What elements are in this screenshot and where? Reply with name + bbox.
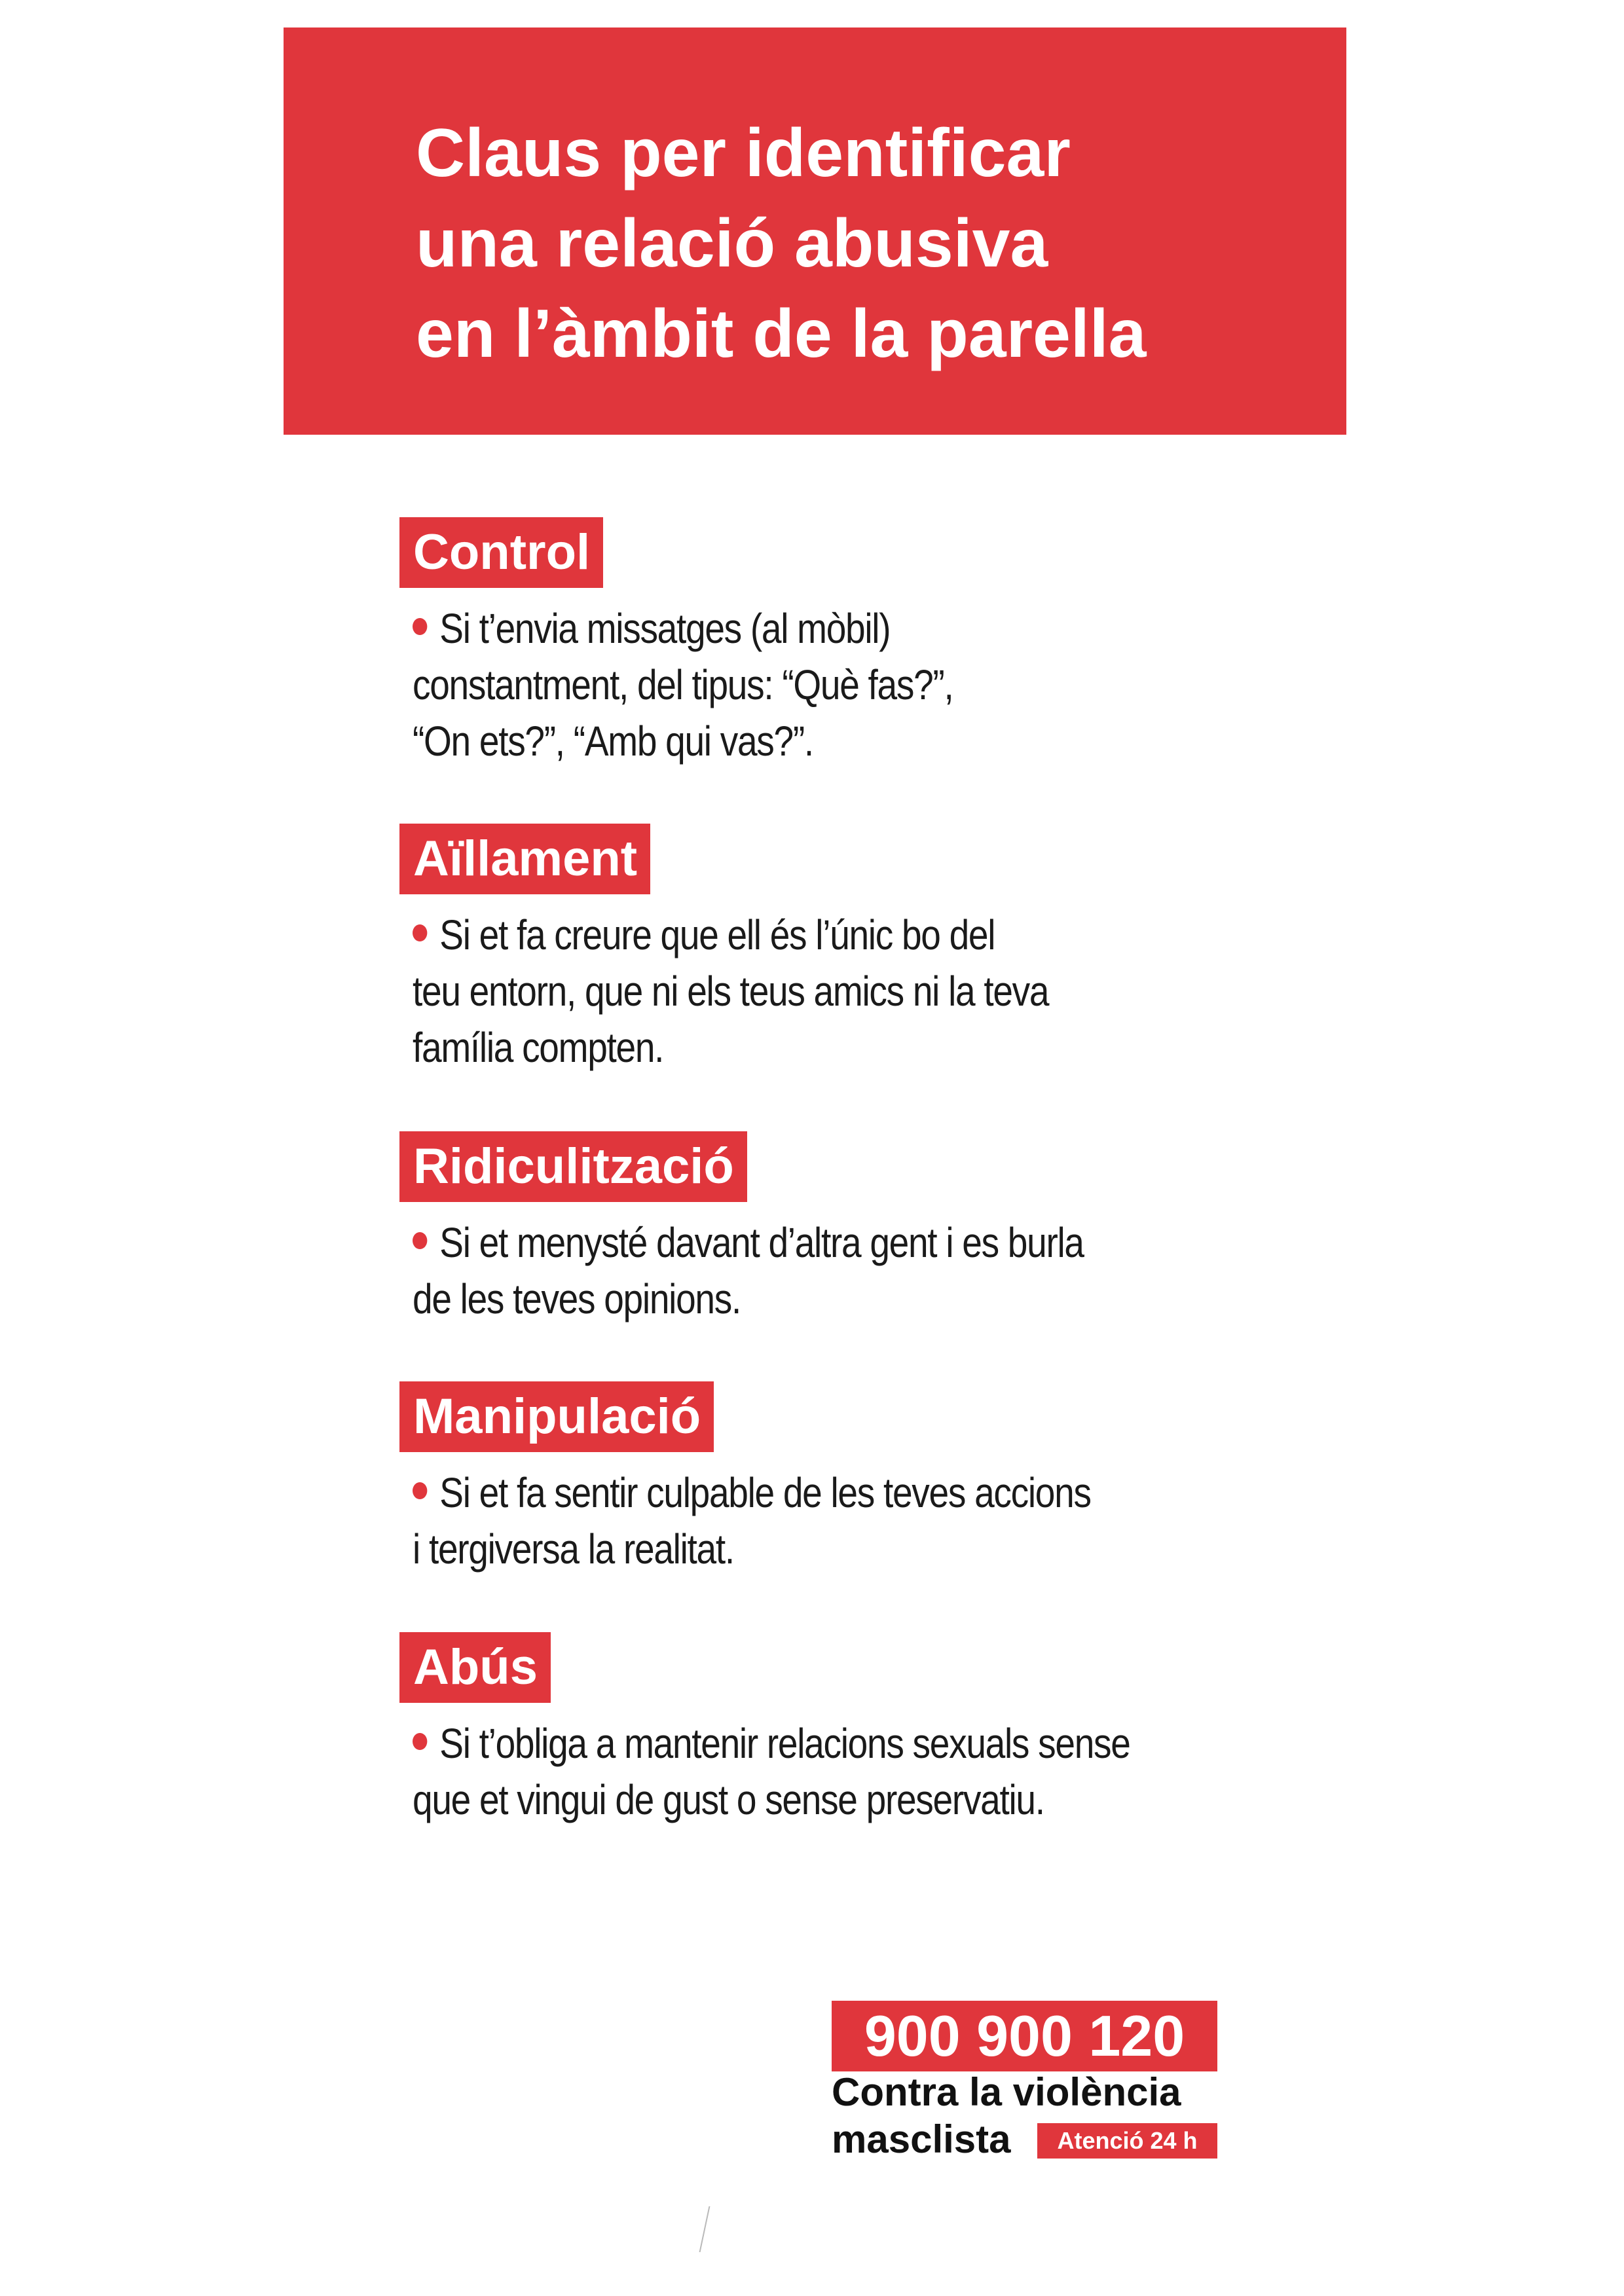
text-line: “On ets?”, “Amb qui vas?”. <box>413 718 813 765</box>
section-label-manipulacio: Manipulació <box>399 1381 714 1452</box>
section-text-aillament <box>413 907 1145 1076</box>
text-line: i tergiversa la realitat. <box>413 1525 734 1573</box>
section-text-control <box>413 600 1145 769</box>
availability-badge: Atenció 24 h <box>1037 2123 1217 2159</box>
section-label-aillament: Aïllament <box>399 824 650 894</box>
scan-artifact <box>699 2206 716 2252</box>
title-line: en l’àmbit de la parella <box>416 296 1147 372</box>
text-line: constantment, del tipus: “Què fas?”, <box>413 661 953 708</box>
page-title <box>416 108 1333 379</box>
bullet-icon <box>413 1733 427 1750</box>
text-line: Si et fa creure que ell és l’únic bo del <box>439 911 995 958</box>
helpline-caption-line2: masclista <box>832 2117 1011 2161</box>
section-label-abus: Abús <box>399 1632 551 1703</box>
text-line: que et vingui de gust o sense preservatiu. <box>413 1776 1044 1823</box>
helpline-caption-line1: Contra la violència <box>832 2070 1181 2114</box>
text-line: família compten. <box>413 1024 664 1071</box>
text-line: Si t’envia missatges (al mòbil) <box>439 605 891 652</box>
title-line: una relació abusiva <box>416 206 1048 282</box>
text-line: teu entorn, que ni els teus amics ni la teva <box>413 968 1049 1015</box>
text-line: Si et fa sentir culpable de les teves accions <box>439 1469 1091 1516</box>
text-line: Si t’obliga a mantenir relacions sexuals sense <box>439 1720 1130 1767</box>
section-text-abus <box>413 1715 1145 1828</box>
section-text-manipulacio <box>413 1465 1145 1577</box>
bullet-icon <box>413 1232 427 1249</box>
section-label-ridiculitzacio: Ridiculització <box>399 1131 747 1202</box>
text-line: de les teves opinions. <box>413 1275 741 1322</box>
bullet-icon <box>413 924 427 941</box>
bullet-icon <box>413 1482 427 1499</box>
text-line: Si et menysté davant d’altra gent i es burla <box>439 1219 1084 1266</box>
title-line: Claus per identificar <box>416 115 1071 191</box>
section-text-ridiculitzacio <box>413 1214 1145 1327</box>
bullet-icon <box>413 618 427 635</box>
section-label-control: Control <box>399 517 603 588</box>
helpline-number: 900 900 120 <box>832 2001 1217 2071</box>
